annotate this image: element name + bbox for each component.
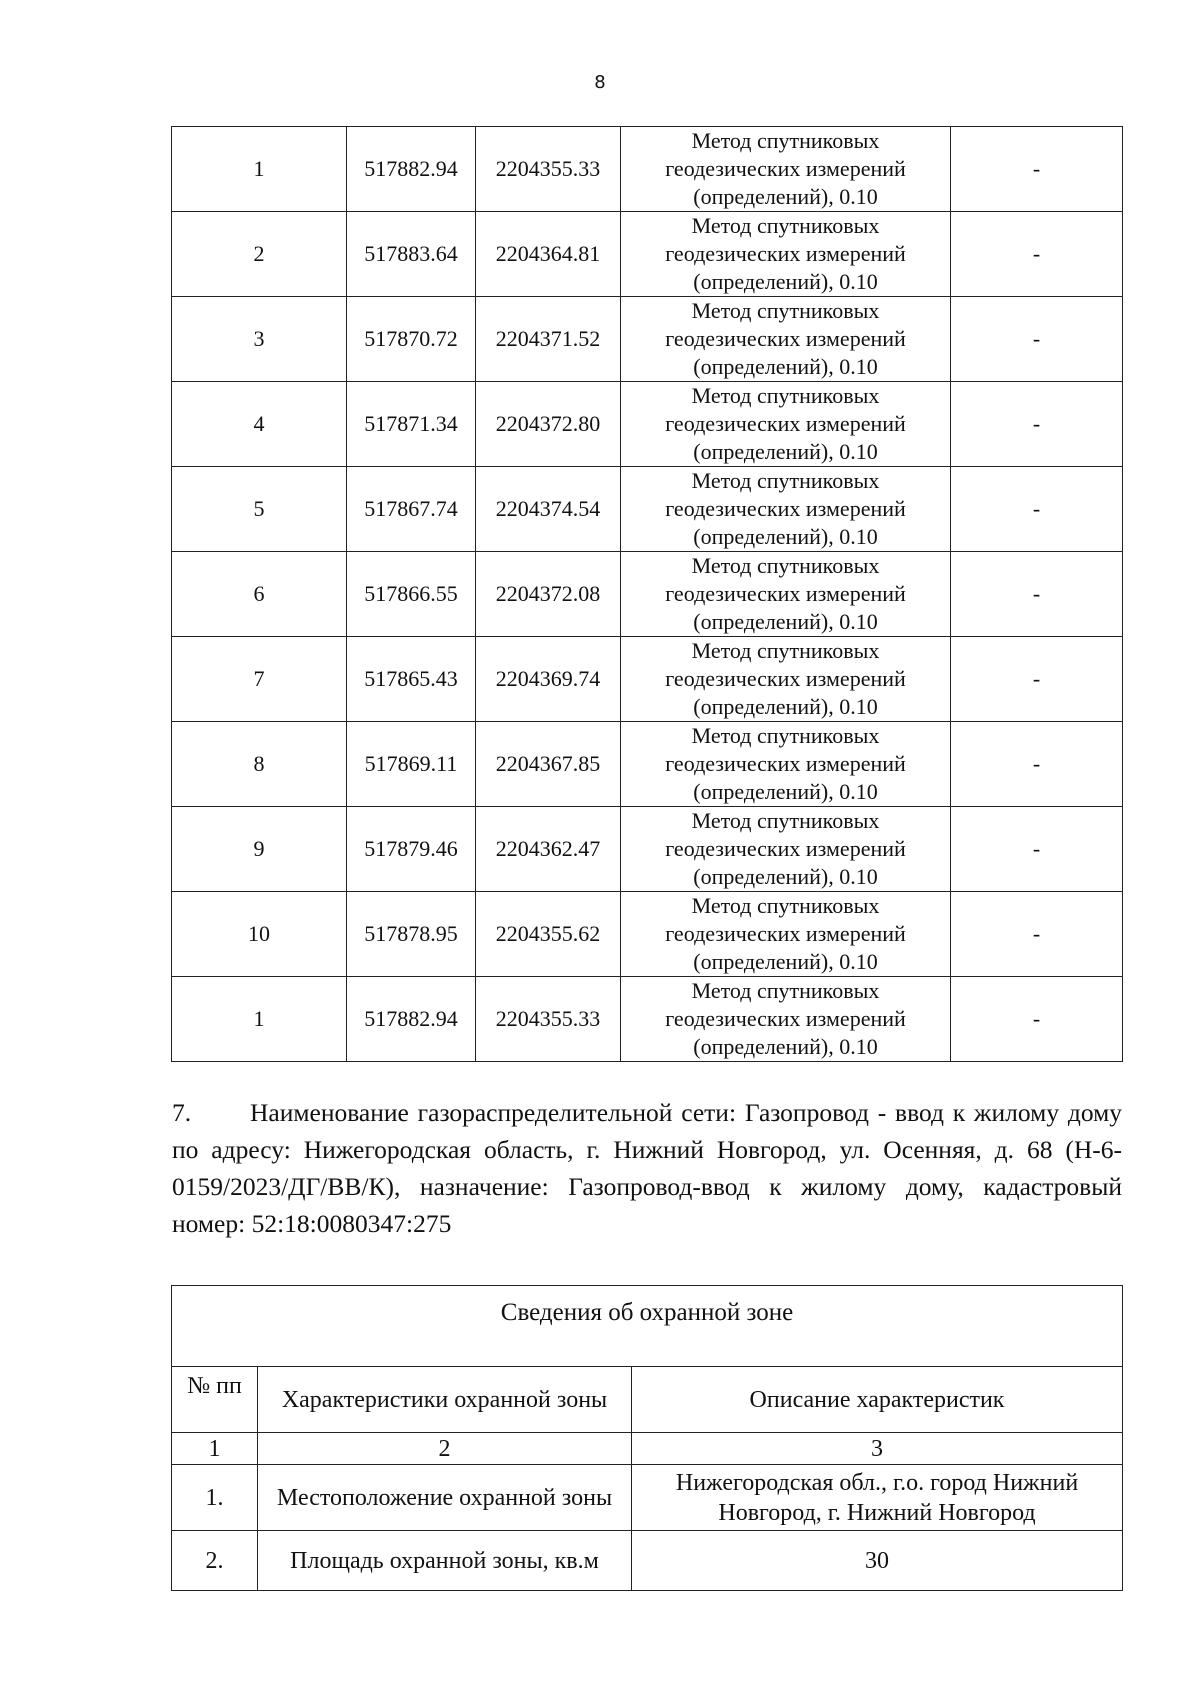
x-coordinate-cell: 517867.74	[347, 467, 476, 552]
x-coordinate-cell: 517869.11	[347, 722, 476, 807]
x-coordinate-cell: 517865.43	[347, 637, 476, 722]
point-number-cell: 1	[172, 127, 347, 212]
point-number-cell: 2	[172, 212, 347, 297]
method-line: (определений), 0.10	[693, 949, 878, 974]
point-number-cell: 4	[172, 382, 347, 467]
method-line: Метод спутниковых	[691, 893, 880, 918]
method-line: Метод спутниковых	[691, 213, 880, 238]
coordinate-row	[172, 722, 1123, 807]
row-characteristic: Площадь охранной зоны, кв.м	[258, 1531, 632, 1591]
point-number-cell: 7	[172, 637, 347, 722]
protection-zone-table	[171, 1285, 1123, 1591]
section-number: 7.	[172, 1098, 192, 1127]
x-coordinate-cell: 517878.95	[347, 892, 476, 977]
method-cell	[621, 637, 951, 722]
method-line: геодезических измерений	[665, 921, 906, 946]
x-coordinate-cell: 517883.64	[347, 212, 476, 297]
note-cell: -	[951, 212, 1123, 297]
y-coordinate-cell: 2204364.81	[476, 212, 621, 297]
coordinate-row	[172, 467, 1123, 552]
method-line: (определений), 0.10	[693, 694, 878, 719]
method-cell	[621, 212, 951, 297]
y-coordinate-cell: 2204355.33	[476, 127, 621, 212]
method-cell	[621, 552, 951, 637]
y-coordinate-cell: 2204372.08	[476, 552, 621, 637]
method-line: Метод спутниковых	[691, 383, 880, 408]
y-coordinate-cell: 2204374.54	[476, 467, 621, 552]
coordinate-row	[172, 382, 1123, 467]
method-line: геодезических измерений	[665, 666, 906, 691]
method-line: геодезических измерений	[665, 326, 906, 351]
method-cell	[621, 977, 951, 1062]
row-description: Нижегородская обл., г.о. город Нижний Новгород, г. Нижний Новгород	[632, 1465, 1123, 1531]
method-line: геодезических измерений	[665, 836, 906, 861]
note-cell: -	[951, 467, 1123, 552]
method-line: Метод спутниковых	[691, 978, 880, 1003]
y-coordinate-cell: 2204355.62	[476, 892, 621, 977]
point-number-cell: 3	[172, 297, 347, 382]
method-line: геодезических измерений	[665, 496, 906, 521]
coordinate-row	[172, 977, 1123, 1062]
method-cell	[621, 807, 951, 892]
note-cell: -	[951, 892, 1123, 977]
point-number-cell: 5	[172, 467, 347, 552]
method-line: Метод спутниковых	[691, 298, 880, 323]
note-cell: -	[951, 297, 1123, 382]
y-coordinate-cell: 2204367.85	[476, 722, 621, 807]
note-cell: -	[951, 807, 1123, 892]
coordinate-row	[172, 127, 1123, 212]
method-line: геодезических измерений	[665, 1006, 906, 1031]
method-line: (определений), 0.10	[693, 1034, 878, 1059]
method-line: (определений), 0.10	[693, 779, 878, 804]
method-cell	[621, 892, 951, 977]
method-line: Метод спутниковых	[691, 723, 880, 748]
page-number: 8	[594, 72, 606, 93]
point-number-cell: 6	[172, 552, 347, 637]
coordinate-row	[172, 807, 1123, 892]
section-paragraph	[172, 1094, 1122, 1242]
method-line: (определений), 0.10	[693, 524, 878, 549]
coordinate-row	[172, 552, 1123, 637]
note-cell: -	[951, 552, 1123, 637]
row-number: 2.	[172, 1531, 258, 1591]
header-number: № пп	[172, 1367, 258, 1433]
method-line: (определений), 0.10	[693, 864, 878, 889]
method-line: геодезических измерений	[665, 581, 906, 606]
point-number-cell: 8	[172, 722, 347, 807]
note-cell: -	[951, 977, 1123, 1062]
y-coordinate-cell: 2204369.74	[476, 637, 621, 722]
note-cell: -	[951, 382, 1123, 467]
method-line: (определений), 0.10	[693, 354, 878, 379]
y-coordinate-cell: 2204355.33	[476, 977, 621, 1062]
method-cell	[621, 467, 951, 552]
header-description: Описание характеристик	[632, 1367, 1123, 1433]
row-number: 1.	[172, 1465, 258, 1531]
x-coordinate-cell: 517866.55	[347, 552, 476, 637]
note-cell: -	[951, 127, 1123, 212]
x-coordinate-cell: 517871.34	[347, 382, 476, 467]
section-text: Наименование газораспределительной сети: Газопровод - ввод к жилому дому по адресу: Нижегородская область, г. Нижний Новгород, ул. Осенняя, д. 68 (Н-6-0159/2023/ДГ/ВВ/К), назначение: Газопровод-ввод к жилому дому, кадастровый номер: 52:18:0080347:275	[172, 1098, 1122, 1238]
point-number-cell: 10	[172, 892, 347, 977]
method-line: Метод спутниковых	[691, 468, 880, 493]
method-line: (определений), 0.10	[693, 609, 878, 634]
note-cell: -	[951, 637, 1123, 722]
method-line: Метод спутниковых	[691, 128, 880, 153]
index-cell-3: 3	[632, 1433, 1123, 1465]
method-line: геодезических измерений	[665, 241, 906, 266]
method-cell	[621, 297, 951, 382]
index-cell-1: 1	[172, 1433, 258, 1465]
method-line: Метод спутниковых	[691, 553, 880, 578]
x-coordinate-cell: 517882.94	[347, 127, 476, 212]
method-cell	[621, 722, 951, 807]
coordinate-row	[172, 297, 1123, 382]
method-line: геодезических измерений	[665, 751, 906, 776]
method-line: геодезических измерений	[665, 156, 906, 181]
method-line: (определений), 0.10	[693, 184, 878, 209]
header-characteristics: Характеристики охранной зоны	[258, 1367, 632, 1433]
method-line: Метод спутниковых	[691, 638, 880, 663]
y-coordinate-cell: 2204372.80	[476, 382, 621, 467]
note-cell: -	[951, 722, 1123, 807]
x-coordinate-cell: 517879.46	[347, 807, 476, 892]
method-cell	[621, 382, 951, 467]
method-line: Метод спутниковых	[691, 808, 880, 833]
coordinates-table	[171, 126, 1123, 1062]
y-coordinate-cell: 2204362.47	[476, 807, 621, 892]
x-coordinate-cell: 517882.94	[347, 977, 476, 1062]
row-characteristic: Местоположение охранной зоны	[258, 1465, 632, 1531]
zone-table-caption: Сведения об охранной зоне	[172, 1286, 1123, 1367]
row-description: 30	[632, 1531, 1123, 1591]
method-line: (определений), 0.10	[693, 269, 878, 294]
coordinate-row	[172, 637, 1123, 722]
method-cell	[621, 127, 951, 212]
point-number-cell: 1	[172, 977, 347, 1062]
method-line: геодезических измерений	[665, 411, 906, 436]
coordinate-row	[172, 892, 1123, 977]
method-line: (определений), 0.10	[693, 439, 878, 464]
x-coordinate-cell: 517870.72	[347, 297, 476, 382]
point-number-cell: 9	[172, 807, 347, 892]
index-cell-2: 2	[258, 1433, 632, 1465]
y-coordinate-cell: 2204371.52	[476, 297, 621, 382]
coordinate-row	[172, 212, 1123, 297]
